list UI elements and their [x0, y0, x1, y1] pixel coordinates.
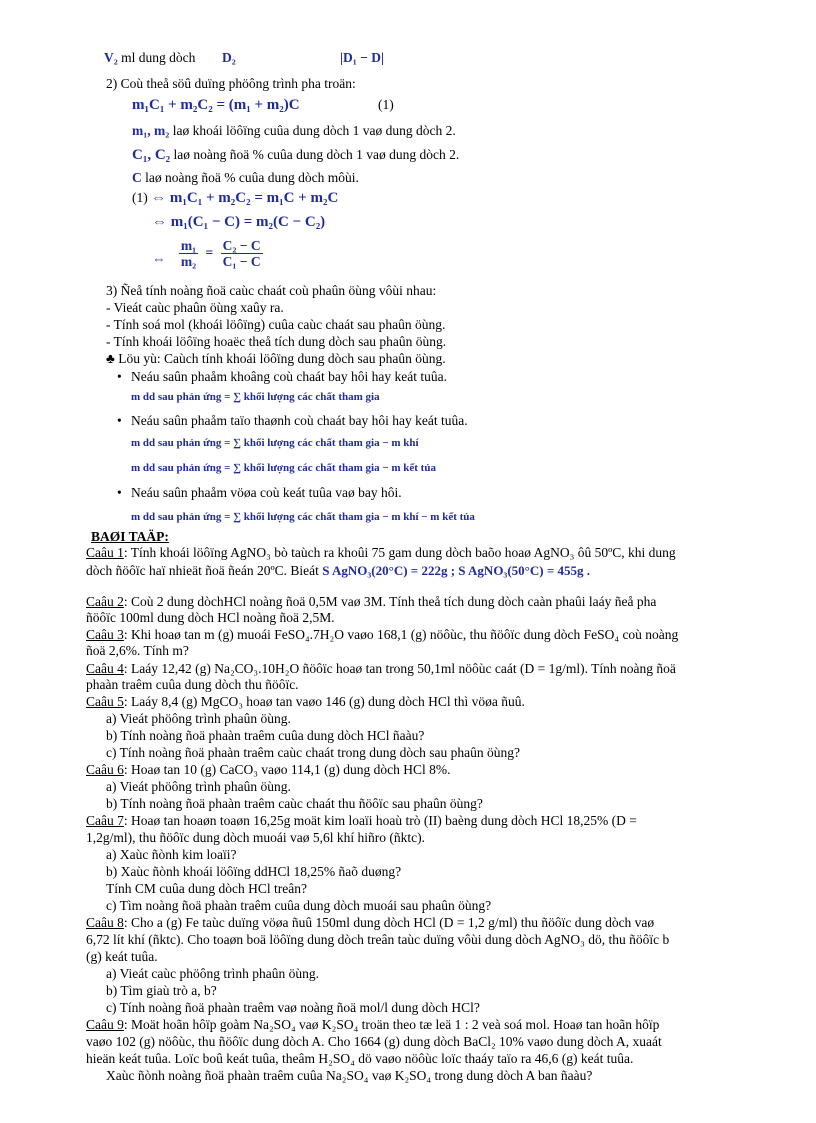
question-8-item: a) Vieát caùc phöông trình phaûn öùng.: [106, 966, 320, 981]
question-7-cont: 1,2g/ml), thu ñöôïc dung dòch muoái vaø 5,6l khí hiñro (ñktc).: [86, 830, 425, 845]
question-label: Caâu 2: [86, 594, 124, 609]
question-7-item: a) Xaùc ñònh kim loaïi?: [106, 847, 237, 862]
method3-item: - Tính khoái löôïng hoaëc theå tích dung dòch sau phaûn öùng.: [106, 334, 447, 349]
question-5-item: c) Tính noàng ñoä phaàn traêm caùc chaát trong dung dòch sau phaûn öùng?: [106, 745, 520, 760]
question-9-cont: Xaùc ñònh noàng ñoä phaàn traêm cuûa Na₂SO₄ vaø K₂SO₄ trong dung dòch A ban ñaàu?: [106, 1068, 593, 1083]
question-text: dòch ñöôïc haï nhieät ñoä ñeán 20ºC. Bieát: [86, 563, 319, 578]
question-text: : Khi hoaø tan m (g) muoái FeSO₄.7H₂O vaøo 168,1 (g) nöôùc, thu ñöôïc dung dòch FeSO₄ coù noàng: [123, 627, 679, 642]
step-3-arrow: ⇔: [152, 250, 166, 266]
question-label: Caâu 9: [86, 1017, 124, 1032]
question-6: [86, 762, 451, 778]
v2-symbol: V₂: [104, 50, 118, 65]
question-label: Caâu 5: [86, 694, 124, 709]
question-7: [86, 813, 637, 829]
m-symbols: m₁, m₂: [132, 123, 170, 138]
equation-1: m₁C₁ + m₂C₂ = (m₁ + m₂)C: [132, 97, 300, 113]
question-7-item: b) Xaùc ñònh khoái löôïng ddHCl 18,25% ñaõ duøng?: [106, 864, 402, 879]
question-label: Caâu 1: [86, 545, 124, 560]
c-symbols: C₁, C₂: [132, 147, 171, 163]
step-3-equation: [152, 238, 263, 278]
formula-no-gas: m dd sau phản ứng = ∑ khối lượng các chất tham gia: [131, 391, 380, 403]
d2-symbol: D₂: [222, 50, 236, 65]
c-description: laø noàng ñoä % cuûa dung dòch 1 vaø dung dòch 2.: [173, 147, 460, 162]
question-6-item: b) Tính noàng ñoä phaàn traêm caùc chaát thu ñöôïc sau phaûn öùng?: [106, 796, 483, 811]
question-4: [86, 661, 676, 677]
v2-text: ml dung dòch: [121, 50, 196, 65]
question-label: Caâu 6: [86, 762, 124, 777]
question-5: [86, 694, 525, 710]
fraction-left-denominator: m₂: [180, 254, 197, 269]
method3-item: - Tính soá mol (khoái löôïng) cuûa caùc chaát sau phaûn öùng.: [106, 317, 446, 332]
question-5-item: b) Tính noàng ñoä phaàn traêm cuûa dung dòch HCl ñaàu?: [106, 728, 425, 743]
question-label: Caâu 8: [86, 915, 124, 930]
question-5-item: a) Vieát phöông trình phaûn öùng.: [106, 711, 291, 726]
question-1-cont: [86, 563, 590, 579]
fraction-right-numerator: C₂ − C: [222, 238, 261, 253]
method2-heading: 2) Coù theå söû duïng phöông trình pha troän:: [106, 76, 356, 91]
question-text: : Moät hoãn hôïp goàm Na₂SO₄ vaø K₂SO₄ troän theo tæ leä 1 : 2 veà soá mol. Hoaø tan hoãn hôïp: [123, 1017, 660, 1032]
step-1-label: (1): [132, 190, 148, 205]
formula-both: m dd sau phản ứng = ∑ khối lượng các chất tham gia − m khí − m kết tủa: [131, 511, 475, 523]
step-1: [132, 190, 338, 206]
question-3: [86, 627, 678, 643]
question-text: : Coù 2 dung dòchHCl noàng ñoä 0,5M vaø 3M. Tính theå tích dung dòch caàn phaûi laáy ñeå pha: [123, 594, 657, 609]
question-9: [86, 1017, 659, 1033]
c-mix-definition: [132, 170, 359, 186]
question-label: Caâu 3: [86, 627, 124, 642]
question-8-item: c) Tính noàng ñoä phaàn traêm vaø noàng ñoä mol/l dung dòch HCl?: [106, 1000, 480, 1015]
question-text: : Cho a (g) Fe taùc duïng vöøa ñuû 150ml dung dòch HCl (D = 1,2 g/ml) thu ñöôïc dung dòch vaø: [123, 915, 655, 930]
question-text: : Laáy 8,4 (g) MgCO₃ hoaø tan vaøo 146 (g) dung dòch HCl thì vöøa ñuû.: [123, 694, 525, 709]
question-4-cont: phaàn traêm cuûa dung dòch thu ñöôïc.: [86, 677, 299, 692]
method3-item: - Vieát caùc phaûn öùng xaûy ra.: [106, 300, 284, 315]
formula-precipitate: m dd sau phản ứng = ∑ khối lượng các chất tham gia − m kết tủa: [131, 462, 436, 474]
formula-gas: m dd sau phản ứng = ∑ khối lượng các chất tham gia − m khí: [131, 437, 419, 449]
question-6-item: a) Vieát phöông trình phaûn öùng.: [106, 779, 291, 794]
question-1: [86, 545, 676, 561]
question-2-cont: ñöôïc 100ml dung dòch HCl noàng ñoä 2,5M.: [86, 610, 335, 625]
question-text: : Hoaø tan hoaøn toaøn 16,25g moät kim loaïi hoaù trò (II) baèng dung dòch HCl 18,25% (D =: [123, 813, 637, 828]
question-label: Caâu 4: [86, 661, 124, 676]
c-symbol: C: [132, 170, 142, 185]
question-9-cont: vaøo 102 (g) nöôùc, thu ñöôïc dung dòch A. Cho 1664 (g) dung dòch BaCl₂ 10% vaøo dung dòch A, xuaát: [86, 1034, 662, 1049]
question-label: Caâu 7: [86, 813, 124, 828]
fraction-left-numerator: m₁: [180, 238, 197, 253]
bullet-both: • Neáu saûn phaåm vöøa coù keát tuûa vaø bay hôi.: [131, 485, 402, 501]
bullet-no-gas: • Neáu saûn phaåm khoâng coù chaát bay hôi hay keát tuûa.: [131, 369, 447, 385]
method3-heading: 3) Ñeå tính noàng ñoä caùc chaát coù phaûn öùng vôùi nhau:: [106, 283, 437, 298]
fraction-right: [221, 238, 263, 269]
exercises-title: BAØI TAÄP:: [91, 529, 169, 544]
m-definition: [132, 123, 456, 139]
solubility-values: S AgNO₃(20°C) = 222g ; S AgNO₃(50°C) = 455g .: [322, 563, 590, 578]
fraction-equals: =: [205, 244, 214, 260]
step-2-equation: ⇔ m₁(C₁ − C) = m₂(C − C₂): [152, 214, 326, 230]
question-7-item: Tính CM cuûa dung dòch HCl treân?: [106, 881, 307, 896]
question-8-item: b) Tìm giaù trò a, b?: [106, 983, 217, 998]
step-1-equation: ⇔ m₁C₁ + m₂C₂ = m₁C + m₂C: [151, 190, 339, 206]
question-3-cont: ñoä 2,6%. Tính m?: [86, 643, 189, 658]
question-text: : Tính khoái löôïng AgNO₃ bò taùch ra khoûi 75 gam dung dòch baõo hoaø AgNO₃ ôû 50ºC, khi dung: [123, 545, 676, 560]
question-text: : Laáy 12,42 (g) Na₂CO₃.10H₂O ñöôïc hoaø tan trong 50,1ml nöôùc caát (D = 1g/ml). Tính noàng ñoä: [123, 661, 676, 676]
question-7-item: c) Tìm noàng ñoä phaàn traêm cuûa dung dòch muoái sau phaûn öùng?: [106, 898, 492, 913]
question-2: [86, 594, 656, 610]
question-8-cont: 6,72 lít khí (ñktc). Cho toaøn boä löôïng dung dòch treân taùc duïng vôùi dung dòch AgNO₃ dö, thu ñöôïc b: [86, 932, 670, 947]
bullet-gas-or-precipitate: • Neáu saûn phaåm taïo thaønh coù chaát bay hôi hay keát tuûa.: [131, 413, 468, 429]
m-description: laø khoái löôïng cuûa dung dòch 1 vaø dung dòch 2.: [172, 123, 456, 138]
fraction-left: [179, 238, 198, 269]
question-8: [86, 915, 654, 931]
v2-line: [104, 50, 195, 66]
question-9-cont: hieän keát tuûa. Loïc boû keát tuûa, theâm H₂SO₄ dö vaøo nöôùc loïc thaáy taïo ra 46,6 (g) keát tuûa.: [86, 1051, 634, 1066]
c-mix-description: laø noàng ñoä % cuûa dung dòch môùi.: [145, 170, 359, 185]
question-text: : Hoaø tan 10 (g) CaCO₃ vaøo 114,1 (g) dung dòch HCl 8%.: [123, 762, 451, 777]
c-definition: [132, 147, 459, 163]
fraction-right-denominator: C₁ − C: [222, 254, 261, 269]
question-8-cont: (g) keát tuûa.: [86, 949, 158, 964]
equation-1-number: (1): [378, 97, 394, 112]
method3-note: ♣ Löu yù: Caùch tính khoái löôïng dung dòch sau phaûn öùng.: [106, 351, 446, 366]
abs-expression: |D₁ − D|: [340, 50, 384, 65]
